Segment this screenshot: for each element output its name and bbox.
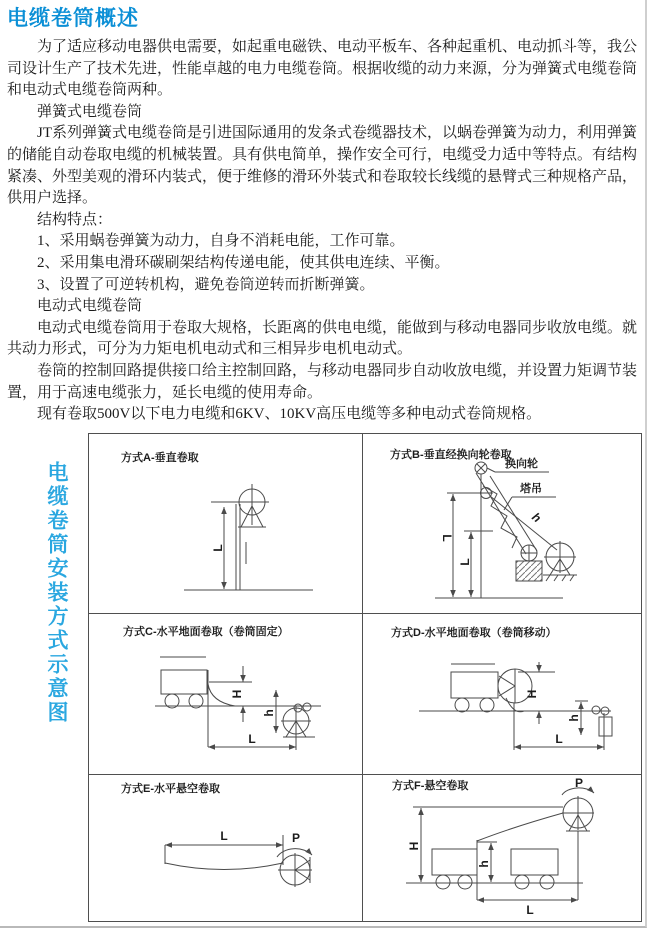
svg-text:H: H [230, 689, 244, 699]
diagram-side-label: 电缆卷筒安装方式示意图 [45, 461, 68, 725]
svg-text:L: L [248, 732, 256, 746]
diagram-grid [88, 433, 642, 922]
panel-d-title: 方式D-水平地面卷取（卷筒移动） [391, 627, 557, 639]
dimension-h [567, 701, 588, 735]
paragraph: 电动式电缆卷筒用于卷取大规格，长距离的供电电缆，能做到与移动电器同步收放电缆。就共动力形式，可分为力矩电机电动式和三相异步电机电动式。 [7, 319, 638, 358]
paragraph: 卷筒的控制回路提供接口给主控制回路，与移动电器同步自动收放电缆，并设置力矩调节装置，用于高速电缆张力，延长电缆的使用寿命。 [7, 362, 638, 401]
panel-f-title: 方式F-悬空卷取 [392, 780, 469, 792]
paragraph: 3、设置了可逆转机构，避免卷筒逆转而折断弹簧。 [37, 276, 375, 293]
cable-line [208, 670, 252, 747]
svg-text:h: h [567, 714, 581, 722]
cart-icon [160, 657, 207, 708]
svg-text:L: L [220, 829, 228, 843]
dimension-l [165, 829, 283, 865]
paragraph: 结构特点： [37, 211, 113, 228]
paragraph: 弹簧式电缆卷筒 [37, 103, 143, 120]
anchor-post [592, 706, 612, 750]
label-tower-crane [504, 481, 556, 510]
article-body [0, 37, 645, 426]
paragraph: 为了适应移动电器供电需要，如起重电磁铁、电动平板车、各种起重机、电动抓斗等，我公司设计生产了技术先进，性能卓越的电力电缆卷筒。根据收缆的动力来源，分为弹簧式电缆卷筒和电动式电缆卷筒两种。 [7, 39, 638, 99]
cable-line [413, 807, 563, 900]
dimension-H [230, 666, 244, 722]
dimension-l-inner [458, 531, 493, 597]
boom-base [516, 545, 542, 581]
svg-text:L: L [211, 544, 225, 552]
dimension-l [208, 732, 296, 750]
dimension-l [211, 507, 225, 589]
panel-e [89, 775, 363, 921]
reel-icon [562, 796, 594, 900]
panel-c-title: 方式C-水平地面卷取（卷筒固定） [123, 626, 289, 638]
svg-text:塔吊: 塔吊 [520, 483, 542, 495]
dimension-l-outer [440, 493, 493, 597]
paragraph: JT系列弹簧式电缆卷筒是引进国际通用的发条式卷缆器技术，以蜗卷弹簧为动力，利用弹簧的储能自动卷取电缆的机械装置。具有供电简单，操作安全可行，电缆受力适中等特点。有结构紧凑、外型美观的滑环内装式，便于维修的滑环外装式和卷取较长线缆的悬臂式三种规格产品，供用户选择。 [7, 125, 638, 207]
panel-d [363, 614, 641, 775]
svg-text:P: P [574, 776, 584, 790]
svg-text:L: L [555, 732, 563, 746]
paragraph: 电动式电缆卷筒 [37, 298, 143, 315]
paragraph: 1、采用蜗卷弹簧为动力，自身不消耗电能，工作可靠。 [37, 233, 405, 250]
svg-text:L: L [526, 903, 534, 917]
dimension-l [477, 900, 578, 917]
svg-text:h: h [262, 709, 276, 717]
svg-text:P: P [291, 831, 301, 845]
svg-text:H: H [525, 689, 539, 699]
panel-b-title: 方式B-垂直经换向轮卷取 [390, 449, 512, 461]
dimension-h [477, 842, 497, 882]
paragraph: 现有卷取500V以下电力电缆和6KV、10KV高压电缆等多种电动式卷筒规格。 [37, 406, 542, 423]
panel-a [89, 434, 363, 614]
dimension-h-label: h [529, 509, 544, 526]
svg-text:换向轮: 换向轮 [505, 458, 538, 470]
rotation-arrow [562, 776, 594, 795]
cable-line [165, 863, 283, 870]
panel-c [89, 614, 363, 775]
reel-icon [543, 541, 577, 581]
svg-text:H: H [407, 841, 421, 851]
cart-icon [451, 664, 498, 712]
svg-text:L: L [458, 558, 472, 566]
panel-f [363, 775, 641, 921]
panel-e-title: 方式E-水平悬空卷取 [121, 783, 220, 795]
svg-text:h: h [477, 860, 491, 868]
svg-text:L: L [440, 534, 454, 542]
dimension-H [407, 808, 421, 882]
panel-b [363, 434, 641, 614]
cable-line [490, 496, 557, 550]
paragraph: 2、采用集电滑环碳刷架结构传递电能，使其供电连续、平衡。 [37, 254, 450, 271]
dimension-h [262, 690, 276, 733]
panel-a-title: 方式A-垂直卷取 [121, 452, 199, 464]
reel-icon [281, 703, 315, 737]
pole [236, 504, 246, 590]
dimension-l [514, 703, 604, 750]
page-title: 电缆卷筒概述 [7, 7, 139, 30]
